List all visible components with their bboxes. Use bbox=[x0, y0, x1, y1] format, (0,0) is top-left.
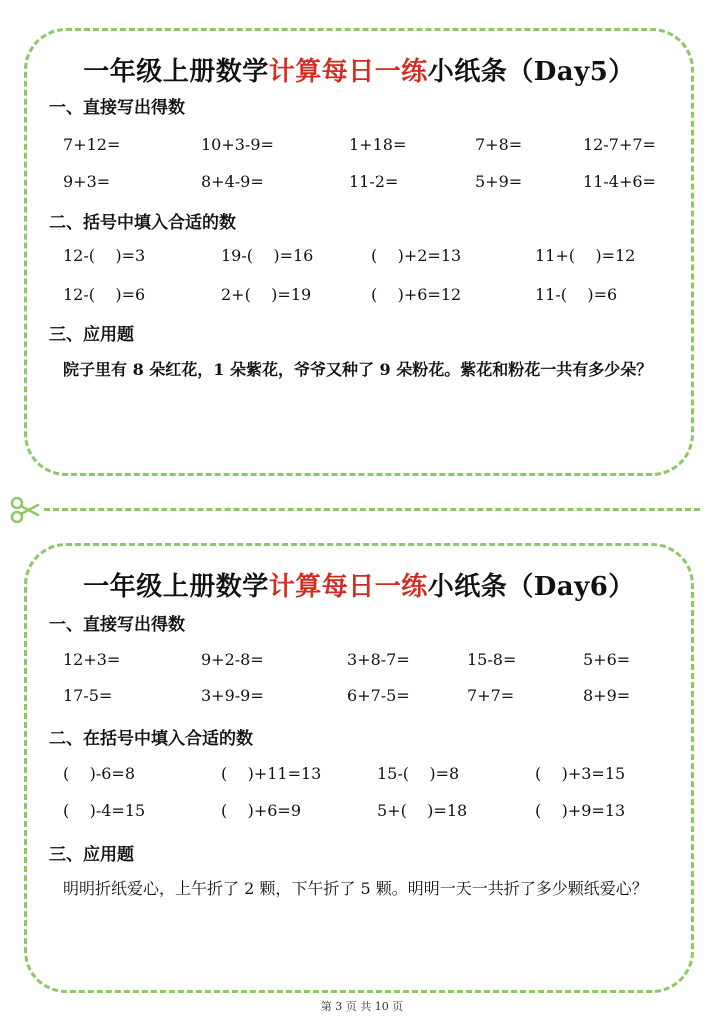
exercise-item: 11+( )=12 bbox=[535, 246, 636, 265]
exercise-item: 12+3= bbox=[63, 650, 121, 669]
cut-line bbox=[10, 495, 700, 525]
exercise-row bbox=[27, 172, 691, 196]
exercise-item: 8+9= bbox=[583, 686, 631, 705]
exercise-item: ( )-4=15 bbox=[63, 801, 146, 820]
exercise-item: ( )+2=13 bbox=[371, 246, 462, 265]
section-heading-fill: 二、括号中填入合适的数 bbox=[49, 213, 236, 233]
exercise-item: ( )+11=13 bbox=[221, 764, 322, 783]
section-heading-word-problem: 三、应用题 bbox=[49, 325, 134, 345]
section-heading-fill: 二、在括号中填入合适的数 bbox=[49, 729, 253, 749]
card-title bbox=[27, 566, 691, 603]
exercise-item: 11-( )=6 bbox=[535, 285, 618, 304]
section-heading-direct: 一、直接写出得数 bbox=[49, 98, 185, 118]
exercise-item: 9+2-8= bbox=[201, 650, 264, 669]
exercise-item: ( )+9=13 bbox=[535, 801, 626, 820]
exercise-item: 15-( )=8 bbox=[377, 764, 460, 783]
exercise-item: 11-4+6= bbox=[583, 172, 656, 191]
exercise-item: 1+18= bbox=[349, 135, 407, 154]
exercise-item: 17-5= bbox=[63, 686, 113, 705]
title-highlight: 计算每日一练 bbox=[268, 572, 428, 602]
exercise-row bbox=[27, 285, 691, 309]
exercise-item: ( )+6=12 bbox=[371, 285, 462, 304]
title-suffix: 小纸条（Day5） bbox=[427, 57, 635, 87]
exercise-item: 5+9= bbox=[475, 172, 523, 191]
exercise-item: 15-8= bbox=[467, 650, 517, 669]
exercise-item: ( )+6=9 bbox=[221, 801, 301, 820]
scissors-icon bbox=[10, 495, 40, 525]
exercise-item: 3+9-9= bbox=[201, 686, 264, 705]
title-prefix: 一年级上册数学 bbox=[83, 57, 269, 87]
exercise-item: 19-( )=16 bbox=[221, 246, 314, 265]
exercise-item: 5+( )=18 bbox=[377, 801, 468, 820]
exercise-item: 9+3= bbox=[63, 172, 111, 191]
word-problem-text: 院子里有 8 朵红花，1 朵紫花，爷爷又种了 9 朵粉花。紫花和粉花一共有多少朵？ bbox=[63, 360, 653, 379]
exercise-item: 12-( )=6 bbox=[63, 285, 146, 304]
exercise-item: 8+4-9= bbox=[201, 172, 264, 191]
exercise-item: ( )+3=15 bbox=[535, 764, 626, 783]
title-highlight: 计算每日一练 bbox=[268, 57, 428, 87]
word-problem-text: 明明折纸爱心，上午折了 2 颗，下午折了 5 颗。明明一天一共折了多少颗纸爱心？ bbox=[63, 879, 648, 898]
title-suffix: 小纸条（Day6） bbox=[427, 572, 635, 602]
exercise-item: 12-7+7= bbox=[583, 135, 656, 154]
exercise-item: 10+3-9= bbox=[201, 135, 274, 154]
section-heading-word-problem: 三、应用题 bbox=[49, 845, 134, 865]
section-heading-direct: 一、直接写出得数 bbox=[49, 615, 185, 635]
practice-card-day5 bbox=[24, 28, 694, 476]
exercise-row bbox=[27, 135, 691, 159]
exercise-item: 11-2= bbox=[349, 172, 399, 191]
title-prefix: 一年级上册数学 bbox=[83, 572, 269, 602]
exercise-row bbox=[27, 686, 691, 710]
exercise-item: 3+8-7= bbox=[347, 650, 410, 669]
practice-card-day6 bbox=[24, 543, 694, 993]
card-title bbox=[27, 51, 691, 88]
exercise-item: 2+( )=19 bbox=[221, 285, 312, 304]
exercise-item: ( )-6=8 bbox=[63, 764, 135, 783]
page-number-footer: 第 3 页 共 10 页 bbox=[320, 1000, 404, 1013]
exercise-item: 5+6= bbox=[583, 650, 631, 669]
exercise-row bbox=[27, 246, 691, 270]
exercise-item: 7+12= bbox=[63, 135, 121, 154]
exercise-item: 12-( )=3 bbox=[63, 246, 146, 265]
exercise-row bbox=[27, 801, 691, 825]
exercise-item: 7+8= bbox=[475, 135, 523, 154]
cut-line-dash bbox=[44, 508, 700, 511]
exercise-item: 7+7= bbox=[467, 686, 515, 705]
exercise-row bbox=[27, 650, 691, 674]
exercise-row bbox=[27, 764, 691, 788]
exercise-item: 6+7-5= bbox=[347, 686, 410, 705]
